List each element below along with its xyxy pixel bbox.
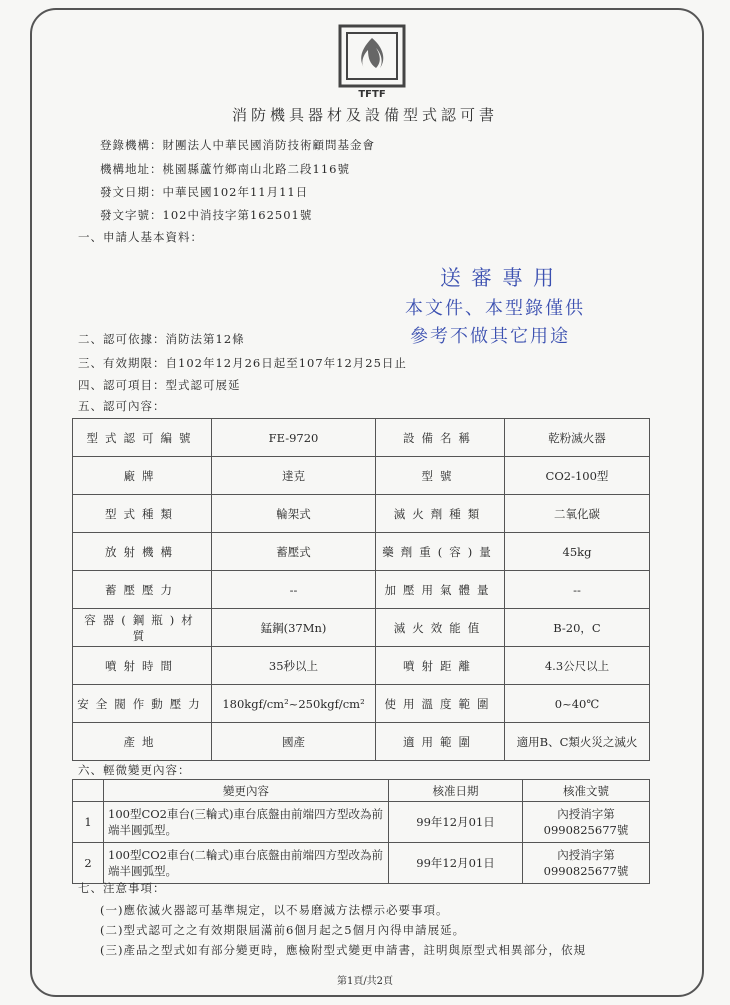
change-row xyxy=(73,802,650,843)
spec-label: 適用範圍 xyxy=(376,723,505,761)
stamp-line-1: 本文件、本型錄僅供 xyxy=(405,298,585,319)
stamp-line-2: 參考不做其它用途 xyxy=(410,326,570,347)
spec-label: 噴射距離 xyxy=(376,647,505,685)
spec-value: 適用B、C類火災之滅火 xyxy=(505,723,650,761)
spec-value: 4.3公尺以上 xyxy=(505,647,650,685)
spec-value: CO2-100型 xyxy=(505,457,650,495)
change-doc-number: 內授消字第0990825677號 xyxy=(523,802,650,843)
col-content: 變更內容 xyxy=(104,780,389,802)
spec-table xyxy=(72,418,650,761)
spec-value: 乾粉滅火器 xyxy=(505,419,650,457)
change-row xyxy=(73,843,650,884)
spec-value: 180kgf/cm²~250kgf/cm² xyxy=(212,685,376,723)
changes-table xyxy=(72,779,650,884)
spec-row xyxy=(73,685,650,723)
spec-label: 噴射時間 xyxy=(73,647,212,685)
section-minor-changes: 六、輕微變更內容： xyxy=(78,763,191,777)
page-footer: 第1頁/共2頁 xyxy=(336,976,394,987)
section-applicant: 一、申請人基本資料： xyxy=(78,230,203,244)
document-title: 消防機具器材及設備型式認可書 xyxy=(231,106,498,124)
spec-label: 型號 xyxy=(376,457,505,495)
spec-value: -- xyxy=(505,571,650,609)
spec-row xyxy=(73,723,650,761)
spec-label: 使用溫度範圍 xyxy=(376,685,505,723)
col-date: 核准日期 xyxy=(389,780,523,802)
spec-value: 錳鋼(37Mn) xyxy=(212,609,376,647)
col-no xyxy=(73,780,104,802)
spec-value: 國產 xyxy=(212,723,376,761)
svg-text:TFTF: TFTF xyxy=(358,89,386,100)
issue-date: 發文日期：中華民國102年11月11日 xyxy=(100,185,309,199)
change-doc-number: 內授消字第0990825677號 xyxy=(523,843,650,884)
spec-label: 設備名稱 xyxy=(376,419,505,457)
spec-label: 容器(鋼瓶)材質 xyxy=(73,609,212,647)
spec-label: 型式認可編號 xyxy=(73,419,212,457)
section-content: 五、認可內容： xyxy=(78,399,166,413)
spec-label: 滅火效能值 xyxy=(376,609,505,647)
spec-row xyxy=(73,609,650,647)
spec-row xyxy=(73,457,650,495)
stamp-title: 送審專用 xyxy=(440,266,564,290)
change-content: 100型CO2車台(三輪式)車台底盤由前端四方型改為前端半圓弧型。 xyxy=(104,802,389,843)
change-date: 99年12月01日 xyxy=(389,802,523,843)
document-number: 發文字號：102中消技字第162501號 xyxy=(100,208,313,222)
spec-value: FE-9720 xyxy=(212,419,376,457)
change-number: 2 xyxy=(73,843,104,884)
spec-value: 達克 xyxy=(212,457,376,495)
spec-value: 35秒以上 xyxy=(212,647,376,685)
spec-row xyxy=(73,495,650,533)
spec-row xyxy=(73,419,650,457)
section-item: 四、認可項目：型式認可展延 xyxy=(78,378,241,392)
spec-label: 加壓用氣體量 xyxy=(376,571,505,609)
spec-label: 廠牌 xyxy=(73,457,212,495)
spec-label: 安全閥作動壓力 xyxy=(73,685,212,723)
registration-agency: 登錄機構：財團法人中華民國消防技術顧問基金會 xyxy=(100,138,375,152)
spec-label: 藥劑重(容)量 xyxy=(376,533,505,571)
change-number: 1 xyxy=(73,802,104,843)
changes-header-row xyxy=(73,780,650,802)
spec-row xyxy=(73,533,650,571)
spec-value: 二氧化碳 xyxy=(505,495,650,533)
spec-value: B-20，C xyxy=(505,609,650,647)
spec-value: 輪架式 xyxy=(212,495,376,533)
spec-value: 蓄壓式 xyxy=(212,533,376,571)
section-validity: 三、有效期限：自102年12月26日起至107年12月25日止 xyxy=(78,356,407,370)
spec-row xyxy=(73,647,650,685)
note-1: (一)應依滅火器認可基準規定，以不易磨滅方法標示必要事項。 xyxy=(100,903,449,917)
spec-label: 蓄壓壓力 xyxy=(73,571,212,609)
spec-label: 放射機構 xyxy=(73,533,212,571)
tftf-logo xyxy=(338,24,406,102)
col-doc: 核准文號 xyxy=(523,780,650,802)
spec-row xyxy=(73,571,650,609)
section-notes: 七、注意事項： xyxy=(78,881,166,895)
note-3: (三)產品之型式如有部分變更時，應檢附型式變更申請書，註明與原型式相異部分，依規 xyxy=(100,943,586,957)
spec-value: 45kg xyxy=(505,533,650,571)
change-content: 100型CO2車台(二輪式)車台底盤由前端四方型改為前端半圓弧型。 xyxy=(104,843,389,884)
spec-label: 滅火劑種類 xyxy=(376,495,505,533)
change-date: 99年12月01日 xyxy=(389,843,523,884)
note-2: (二)型式認可之之有效期限屆滿前6個月起之5個月內得申請展延。 xyxy=(100,923,466,937)
spec-value: 0~40℃ xyxy=(505,685,650,723)
spec-label: 型式種類 xyxy=(73,495,212,533)
agency-address: 機構地址：桃園縣蘆竹鄉南山北路二段116號 xyxy=(100,162,350,176)
section-basis: 二、認可依據：消防法第12條 xyxy=(78,332,245,346)
spec-label: 產地 xyxy=(73,723,212,761)
spec-value: -- xyxy=(212,571,376,609)
